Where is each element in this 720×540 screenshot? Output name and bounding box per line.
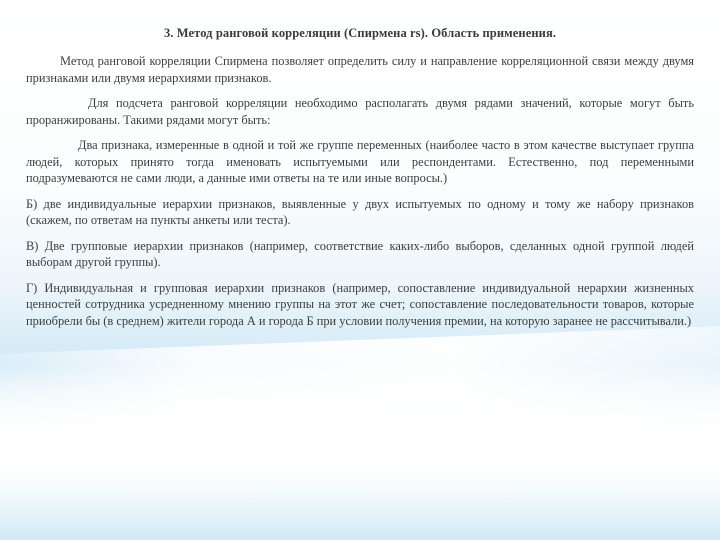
paragraph-1: Метод ранговой корреляции Спирмена позволяет определить силу и направление корреляционной связи между двумя признаками или двумя иерархиями признаков. (26, 54, 694, 85)
paragraph-3: Два признака, измеренные в одной и той же группе переменных (наиболее часто в этом качестве выступает группа людей, которых принято тогда именовать испытуемыми или респондентами. Естественно, под переменными подразумеваются не сами люди, а данные ими ответы на те или иные вопросы.) (26, 138, 694, 185)
slide-title: 3. Метод ранговой корреляции (Спирмена rs). Область применения. (163, 26, 557, 40)
paragraph-2: Для подсчета ранговой корреляции необходимо располагать двумя рядами значений, которые могут быть проранжированы. Такими рядами могут быть: (26, 96, 694, 127)
paragraph-6: Г) Индивидуальная и групповая иерархии признаков (например, сопоставление индивидуальной нерархии жизненных ценностей сотрудника усредненному мнению группы на этот же счет; сопоставление последовательности товаров, которые приобрели бы (в среднем) жители города А и города Б при условии получения премии, на которую заранее не рассчитывали.) (26, 280, 694, 328)
paragraph-4: Б) две индивидуальные иерархии признаков, выявленные у двух испытуемых по одному и тому же набору признаков (скажем, по ответам на пункты анкеты или теста). (26, 196, 694, 227)
paragraph-5: В) Две групповые иерархии признаков (например, соответствие каких-либо выборов, сделанных одной группой людей выборам другой группы). (26, 238, 694, 269)
